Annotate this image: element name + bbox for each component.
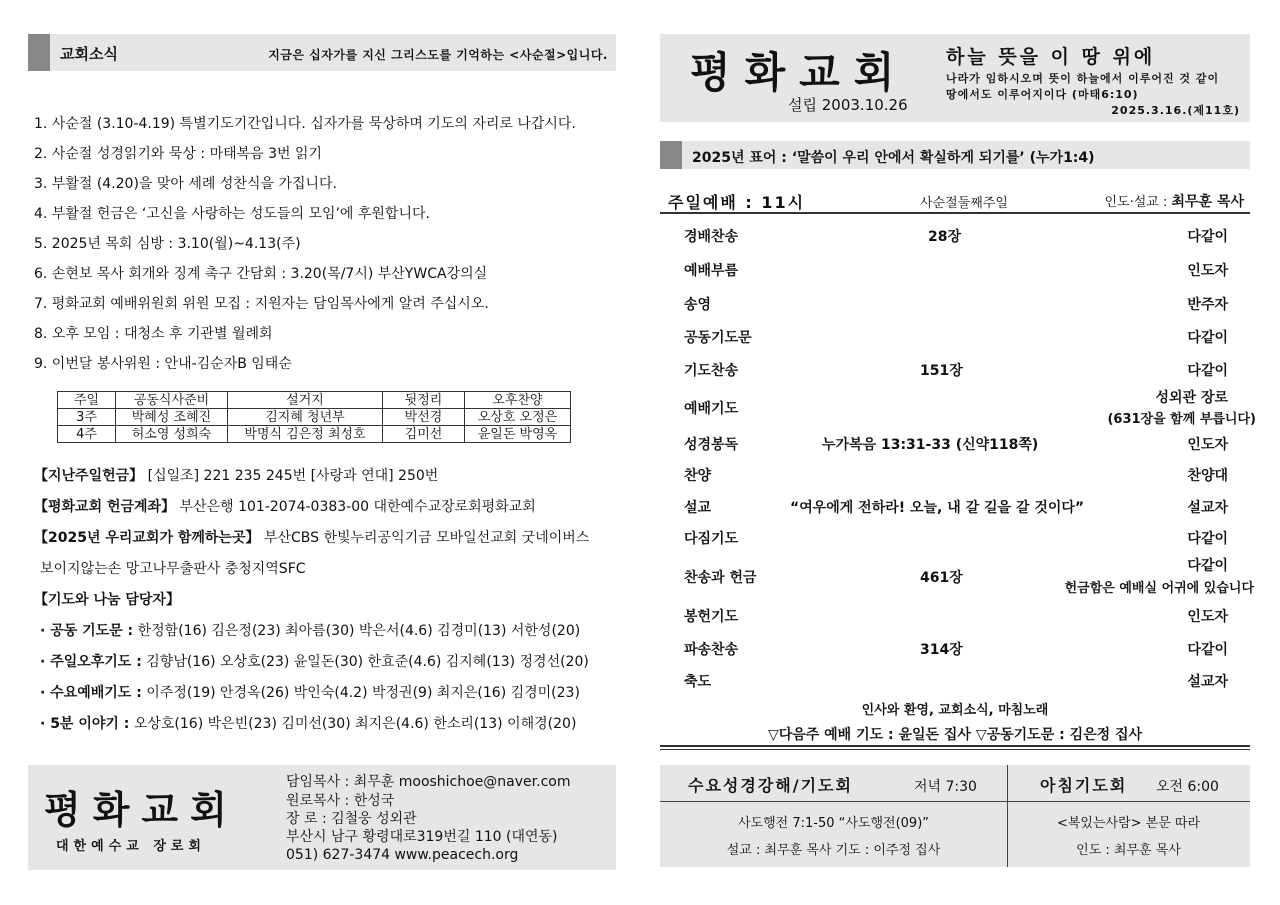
partners-text: 부산CBS 한빛누리공익기금 모바일선교회 굿네이버스: [263, 530, 590, 546]
denomination: 대한예수교 장로회: [56, 839, 206, 854]
wed-time: 저녁 7:30: [914, 779, 977, 795]
morning-time: 오전 6:00: [1156, 779, 1219, 795]
order-who: 다같이: [1187, 531, 1228, 547]
prayer-names: 이주정(19) 안경옥(26) 박인숙(4.2) 박정권(9) 최지은(16) 김경미(23): [146, 685, 580, 701]
table-cell: 김지혜 청년부: [228, 409, 383, 426]
order-who: 다같이: [1187, 642, 1228, 658]
year-motto: [660, 141, 1250, 169]
morning-text: 인도 : 최무훈 목사: [1076, 843, 1181, 858]
news-tagline: 지금은 십자가를 지신 그리스도를 기억하는 <사순절>입니다.: [268, 48, 608, 62]
table-row: [58, 426, 571, 443]
verse-line: 땅에서도 이루어지이다 (마태6:10): [946, 88, 1139, 101]
service-header: [660, 186, 1250, 214]
service-week: 사순절둘째주일: [920, 196, 1008, 211]
news-header: [28, 34, 616, 71]
news-item: 6. 손현보 목사 회개와 징계 촉구 간담회 : 3.20(목/7시) 부산YWCA강의실: [34, 266, 488, 282]
order-who: 인도자: [1187, 609, 1228, 625]
weekday-services: [660, 765, 1250, 867]
order-detail: 누가복음 13:31-33 (신약118쪽): [822, 437, 1039, 453]
order-who: 다같이: [1187, 558, 1228, 574]
greeting-line: 인사와 환영, 교회소식, 마침노래: [861, 703, 1049, 718]
divider: [660, 749, 1250, 750]
prayer-role: · 공동 기도문 :: [40, 623, 134, 639]
order-item: 공동기도문: [684, 330, 752, 346]
order-who: 다같이: [1187, 330, 1228, 346]
order-detail: 28장: [928, 229, 962, 245]
offering-label: 【지난주일헌금】: [34, 468, 144, 484]
prayer-names: 한정함(16) 김은정(23) 최아름(30) 박은서(4.6) 김경미(13) 서한성(20): [137, 623, 581, 639]
offering-text: [십일조] 221 235 245번 [사랑과 연대] 250번: [147, 468, 439, 484]
order-detail: 314장: [920, 642, 963, 658]
leader-label: 인도·설교 :: [1104, 195, 1172, 210]
account-label: 【평화교회 헌금계좌】: [34, 499, 176, 515]
table-cell: 박명식 김은정 최성호: [228, 426, 383, 443]
news-item: 8. 오후 모임 : 대청소 후 기관별 월례회: [34, 326, 273, 342]
order-item: 축도: [684, 674, 712, 690]
bulletin-header: [660, 34, 1250, 122]
order-note: 헌금함은 예배실 어귀에 있습니다: [1064, 581, 1254, 596]
table-cell: 3주: [58, 409, 116, 426]
partners-label: 【2025년 우리교회가 함께하는곳】: [34, 530, 260, 546]
elders: 장 로 : 김철웅 성외관: [286, 811, 417, 827]
order-detail: 151장: [920, 363, 963, 379]
offering-line: [34, 466, 438, 486]
news-title: 교회소식: [60, 45, 118, 63]
order-item: 찬양: [684, 468, 712, 484]
order-item: 예배기도: [684, 401, 739, 417]
news-item: 7. 평화교회 예배위원회 위원 모집 : 지원자는 담임목사에게 알려 주십시오.: [34, 296, 489, 312]
order-who: 설교자: [1187, 674, 1228, 690]
order-item: 다짐기도: [684, 531, 739, 547]
prayer-role: · 수요예배기도 :: [40, 685, 142, 701]
table-cell: 4주: [58, 426, 116, 443]
partners-line-2: 보이지않는손 망고나무출판사 충청지역SFC: [40, 561, 306, 577]
verse-title: 하늘 뜻을 이 땅 위에: [946, 46, 1156, 68]
prayer-label: [34, 590, 180, 610]
prayer-label-text: 【기도와 나눔 담당자】: [34, 592, 180, 608]
church-logo: 평화교회: [44, 787, 239, 832]
order-item: 기도찬송: [684, 363, 739, 379]
table-header: 주일: [58, 392, 116, 409]
table-header: 설거지: [228, 392, 383, 409]
news-item: 5. 2025년 목회 심방 : 3.10(월)~4.13(주): [34, 236, 301, 252]
prayer-role: · 주일오후기도 :: [40, 654, 142, 670]
wed-text: 설교 : 최무훈 목사 기도 : 이주정 집사: [726, 843, 941, 858]
table-cell: 박혜성 조혜진: [116, 409, 228, 426]
order-item: 파송찬송: [684, 642, 739, 658]
church-footer: [28, 765, 616, 870]
order-who: 성외관 장로: [1155, 390, 1228, 406]
news-item: 1. 사순절 (3.10-4.19) 특별기도기간입니다. 십자가를 묵상하며 기도의 자리로 나갑시다.: [34, 116, 576, 132]
account-line: [34, 497, 536, 517]
order-who: 인도자: [1187, 437, 1228, 453]
prayer-row: [40, 621, 580, 641]
morning-text: <복있는사람> 본문 따라: [1056, 816, 1201, 831]
table-cell: 오상호 오정은: [465, 409, 571, 426]
header-marker: [660, 141, 682, 169]
morning-title: 아침기도회: [1040, 776, 1128, 795]
prayer-row: [40, 683, 580, 703]
news-list: [34, 114, 624, 384]
verse-line: 나라가 임하시오며 뜻이 하늘에서 이루어진 것 같이: [946, 72, 1220, 85]
order-item: 찬송과 헌금: [684, 570, 757, 586]
account-text: 부산은행 101-2074-0383-00 대한예수교장로회평화교회: [179, 499, 536, 515]
wed-title: 수요성경강해/기도회: [688, 776, 853, 795]
order-who: 찬양대: [1187, 468, 1228, 484]
order-item: 성경봉독: [684, 437, 739, 453]
duty-table: [57, 391, 571, 443]
prayer-names: 김향남(16) 오상호(23) 윤일돈(30) 한효준(4.6) 김지혜(13) 정경선(20): [146, 654, 589, 670]
news-item: 4. 부활절 헌금은 ‘고신을 사랑하는 성도들의 모임’에 후원합니다.: [34, 206, 430, 222]
row-divider: [660, 801, 1250, 802]
order-who: 반주자: [1187, 297, 1228, 313]
leader-name: 최무훈 목사: [1171, 194, 1244, 210]
news-item: 3. 부활절 (4.20)을 맞아 세례 성찬식을 가집니다.: [34, 176, 337, 192]
table-cell: 박선경: [383, 409, 465, 426]
order-item: 경배찬송: [684, 229, 739, 245]
prayer-names: 오상호(16) 박은빈(23) 김미선(30) 최지은(4.6) 한소리(13) 이해경(20): [133, 716, 577, 732]
order-item: 봉헌기도: [684, 609, 739, 625]
address: 부산시 남구 황령대로319번길 110 (대연동): [286, 829, 558, 845]
divider: [660, 745, 1250, 747]
motto-text: 2025년 표어 : ‘말씀이 우리 안에서 확실하게 되기를’ (누가1:4): [692, 150, 1095, 166]
church-logo: 평화교회: [690, 48, 909, 97]
wed-text: 사도행전 7:1-50 “사도행전(09)”: [737, 816, 930, 831]
table-header: 오후찬양: [465, 392, 571, 409]
established-date: 설립 2003.10.26: [788, 96, 908, 114]
order-who: 설교자: [1187, 500, 1228, 516]
order-item: 설교: [684, 500, 712, 516]
order-who: 인도자: [1187, 263, 1228, 279]
prayer-row: [40, 714, 576, 734]
header-marker: [28, 34, 50, 71]
table-header: 공동식사준비: [116, 392, 228, 409]
news-item: 9. 이번달 봉사위원 : 안내-김순자B 임태순: [34, 356, 292, 372]
table-header-row: [58, 392, 571, 409]
order-who: 다같이: [1187, 229, 1228, 245]
table-cell: 허소영 성희숙: [116, 426, 228, 443]
news-item: 2. 사순절 성경읽기와 묵상 : 마태복음 3번 읽기: [34, 146, 323, 162]
service-title: 주일예배 : 11시: [668, 193, 806, 212]
partners-line: [34, 528, 589, 548]
order-detail: 461장: [920, 570, 963, 586]
order-note: (631장을 함께 부릅니다): [1107, 412, 1256, 427]
next-week-line: ▽다음주 예배 기도 : 윤일돈 집사 ▽공동기도문 : 김은정 집사: [767, 727, 1143, 743]
prayer-role: · 5분 이야기 :: [40, 716, 130, 732]
order-who: 다같이: [1187, 363, 1228, 379]
phone-web: 051) 627-3474 www.peacech.org: [286, 847, 519, 863]
table-header: 뒷정리: [383, 392, 465, 409]
order-detail: “여우에게 전하라! 오늘, 내 갈 길을 갈 것이다”: [790, 500, 1085, 516]
issue-date: 2025.3.16.(제11호): [1111, 104, 1240, 117]
order-item: 송영: [684, 297, 712, 313]
pastor-contact: 담임목사 : 최무훈 mooshichoe@naver.com: [286, 774, 571, 790]
table-row: [58, 409, 571, 426]
table-cell: 김미선: [383, 426, 465, 443]
table-cell: 윤일돈 박영옥: [465, 426, 571, 443]
prayer-row: [40, 652, 589, 672]
order-item: 예배부름: [684, 263, 739, 279]
service-leader: [1104, 191, 1244, 211]
emeritus-pastor: 원로목사 : 한성국: [286, 793, 395, 809]
